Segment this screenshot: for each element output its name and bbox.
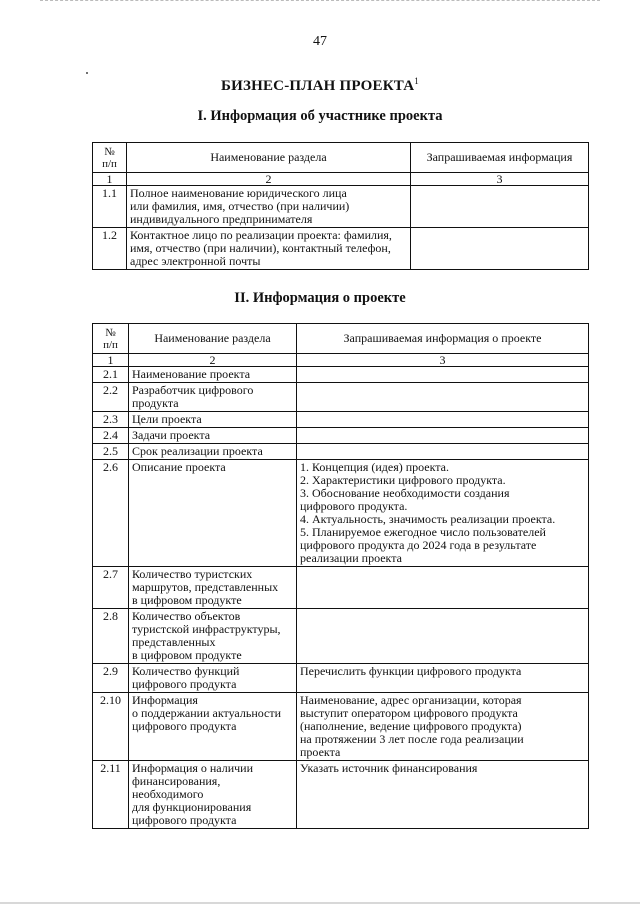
table-row — [93, 664, 589, 693]
row-number: 2.4 — [93, 428, 129, 444]
row-info-text: 1. Концепция (идея) проекта. 2. Характеристики цифрового продукта. 3. Обоснование необходимости создания цифрового продукта. 4. Актуальность, значимость реализации проекта. 5. Планируемое ежегодное число пользователей цифрового продукта до 2024 года в результате реализации проекта — [300, 460, 556, 565]
row-info: Перечислить функции цифрового продукта — [297, 664, 589, 693]
scan-edge-top — [40, 0, 600, 1]
header-num-text: № п/п — [103, 326, 118, 351]
table-row — [93, 693, 589, 761]
row-info — [297, 383, 589, 412]
row-number: 2.6 — [93, 460, 129, 567]
row-number: 2.10 — [93, 693, 129, 761]
row-number: 2.11 — [93, 761, 129, 829]
row-info — [297, 428, 589, 444]
row-name: Срок реализации проекта — [129, 444, 297, 460]
participant-info-table — [92, 142, 589, 270]
row-name: Цели проекта — [129, 412, 297, 428]
row-name — [129, 693, 297, 761]
column-index: 1 — [93, 354, 129, 367]
row-name — [129, 383, 297, 412]
scan-edge-bottom — [0, 902, 640, 904]
table-header-row — [93, 324, 589, 354]
column-header-info: Запрашиваемая информация — [411, 143, 589, 173]
row-number: 1.2 — [93, 228, 127, 270]
table-header-row — [93, 143, 589, 173]
row-info — [297, 609, 589, 664]
row-info-text: Наименование, адрес организации, которая выступит оператором цифрового продукта (наполнение, ведение цифрового продукта) на протяжении 3 лет после года реализации проекта — [300, 693, 524, 759]
table-row — [93, 383, 589, 412]
table-row — [93, 567, 589, 609]
document-title-text: БИЗНЕС-ПЛАН ПРОЕКТА — [221, 78, 415, 94]
table-row — [93, 460, 589, 567]
title-footnote-mark: 1 — [414, 76, 419, 86]
column-header-name: Наименование раздела — [129, 324, 297, 354]
column-index: 3 — [411, 173, 589, 186]
column-index: 2 — [127, 173, 411, 186]
column-index: 2 — [129, 354, 297, 367]
page-number: 47 — [313, 34, 327, 49]
row-number: 1.1 — [93, 186, 127, 228]
column-index: 1 — [93, 173, 127, 186]
row-name: Задачи проекта — [129, 428, 297, 444]
table-row — [93, 228, 589, 270]
row-name — [129, 609, 297, 664]
row-info — [297, 412, 589, 428]
row-name-text: Полное наименование юридического лица или фамилия, имя, отчество (при наличии) индивидуального предпринимателя — [130, 186, 350, 226]
row-name — [127, 228, 411, 270]
document-title — [0, 76, 640, 95]
row-number: 2.2 — [93, 383, 129, 412]
row-name-text: Информация о наличии финансирования, необходимого для функционирования цифрового продукта — [132, 761, 254, 827]
column-header-num — [93, 324, 129, 354]
table-row — [93, 367, 589, 383]
row-number: 2.3 — [93, 412, 129, 428]
table-row — [93, 609, 589, 664]
column-header-info: Запрашиваемая информация о проекте — [297, 324, 589, 354]
table-row — [93, 761, 589, 829]
column-header-name: Наименование раздела — [127, 143, 411, 173]
table-row — [93, 444, 589, 460]
row-number: 2.7 — [93, 567, 129, 609]
row-number: 2.9 — [93, 664, 129, 693]
column-index-row — [93, 354, 589, 367]
row-name — [129, 761, 297, 829]
row-info — [297, 460, 589, 567]
row-info — [297, 444, 589, 460]
column-header-num — [93, 143, 127, 173]
row-info — [297, 367, 589, 383]
row-name: Наименование проекта — [129, 367, 297, 383]
row-name-text: Разработчик цифрового продукта — [132, 383, 254, 410]
row-info — [297, 693, 589, 761]
project-info-table — [92, 323, 589, 829]
table-row — [93, 186, 589, 228]
table-row — [93, 412, 589, 428]
row-name-text: Количество туристских маршрутов, представленных в цифровом продукте — [132, 567, 279, 607]
row-info — [297, 567, 589, 609]
row-number: 2.8 — [93, 609, 129, 664]
column-index: 3 — [297, 354, 589, 367]
row-name-text: Количество функций цифрового продукта — [132, 664, 240, 691]
row-name-text: Количество объектов туристской инфраструктуры, представленных в цифровом продукте — [132, 609, 281, 662]
row-name — [129, 664, 297, 693]
row-name-text: Контактное лицо по реализации проекта: фамилия, имя, отчество (при наличии), контактный телефон, адрес электронной почты — [130, 228, 392, 268]
scan-speck — [86, 72, 88, 74]
row-name: Описание проекта — [129, 460, 297, 567]
row-number: 2.5 — [93, 444, 129, 460]
table-row — [93, 428, 589, 444]
row-name — [127, 186, 411, 228]
row-number: 2.1 — [93, 367, 129, 383]
row-name-text: Информация о поддержании актуальности цифрового продукта — [132, 693, 282, 733]
section2-title: II. Информация о проекте — [234, 290, 406, 306]
row-info — [411, 228, 589, 270]
column-index-row — [93, 173, 589, 186]
row-info — [411, 186, 589, 228]
row-info: Указать источник финансирования — [297, 761, 589, 829]
section1-title: I. Информация об участнике проекта — [197, 108, 443, 124]
header-num-text: № п/п — [102, 145, 117, 170]
row-name — [129, 567, 297, 609]
